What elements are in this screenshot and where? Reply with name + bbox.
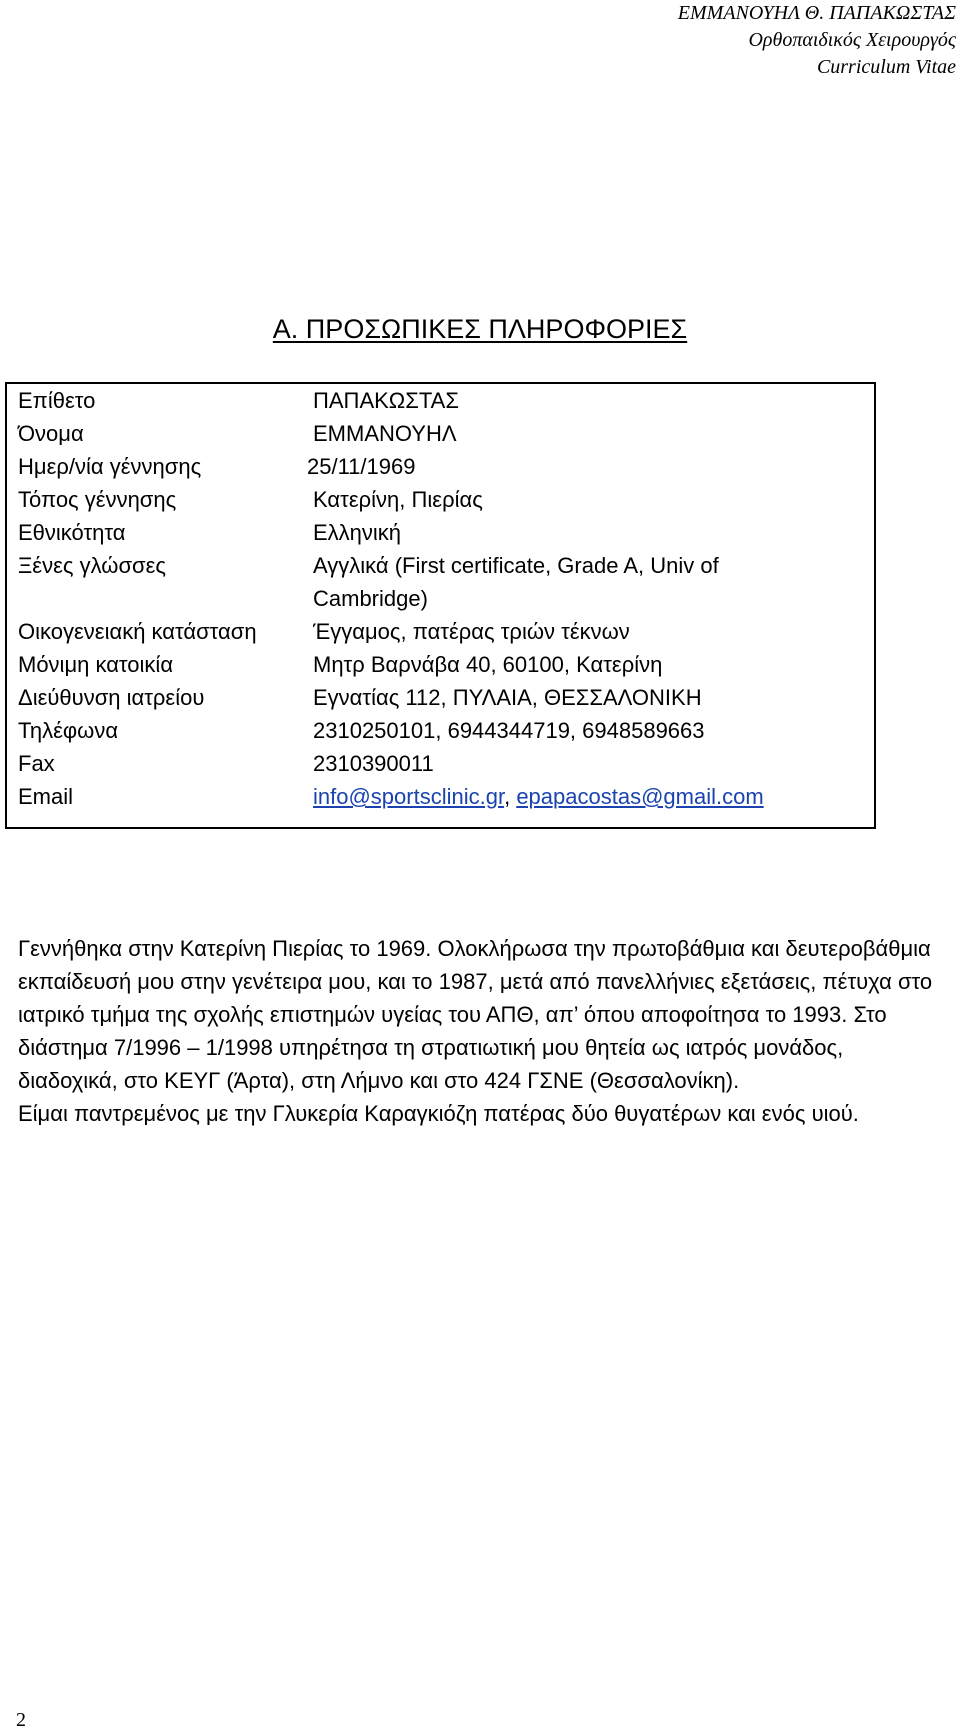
languages-value-line1: Αγγλικά (First certificate, Grade A, Univ of xyxy=(313,553,719,578)
surname-label: Επίθετο xyxy=(18,388,96,413)
biography xyxy=(18,932,938,1130)
header-profession: Ορθοπαιδικός Χειρουργός xyxy=(748,29,956,51)
page-number: 2 xyxy=(16,1709,26,1731)
phones-label: Τηλέφωνα xyxy=(18,718,119,743)
pob-label: Τόπος γέννησης xyxy=(18,487,177,512)
pob-value: Κατερίνη, Πιερίας xyxy=(313,487,483,512)
section-title-text: Α. ΠΡΟΣΩΠΙΚΕΣ ΠΛΗΡΟΦΟΡΙΕΣ xyxy=(272,314,688,344)
marital-value: Έγγαμος, πατέρας τριών τέκνων xyxy=(313,619,630,644)
fax-value: 2310390011 xyxy=(313,751,434,776)
fax-label: Fax xyxy=(18,751,55,776)
nationality-label: Εθνικότητα xyxy=(18,520,126,545)
languages-value-line2: Cambridge) xyxy=(313,586,428,611)
bio-paragraph-1: Γεννήθηκα στην Κατερίνη Πιερίας το 1969. Ολοκλήρωσα την πρωτοβάθμια και δευτεροβάθμια εκπαίδευσή μου στην γενέτειρα μου, και το 1987, μετά από πανελλήνιες εξετάσεις, πέτυχα στο ιατρικό τμήμα της σχολής επιστημών υγείας του ΑΠΘ, απ’ όπου αποφοίτησα το 1993. Στο διάστημα 7/1996 – 1/1998 υπηρέτησα τη στρατιωτική μου θητεία ως ιατρός μονάδος, διαδοχικά, στο ΚΕΥΓ (Άρτα), στη Λήμνο και στο 424 ΓΣΝΕ (Θεσσαλονίκη). xyxy=(18,936,933,1093)
name-value: ΕΜΜΑΝΟΥΗΛ xyxy=(313,421,457,446)
clinic-label: Διεύθυνση ιατρείου xyxy=(18,685,205,710)
nationality-value: Ελληνική xyxy=(313,520,402,545)
email-values xyxy=(313,780,764,813)
residence-label: Μόνιμη κατοικία xyxy=(18,652,174,677)
languages-label: Ξένες γλώσσες xyxy=(18,553,167,578)
bio-paragraph-2: Είμαι παντρεμένος με την Γλυκερία Καραγκιόζη πατέρας δύο θυγατέρων και ενός υιού. xyxy=(18,1101,859,1126)
residence-value: Μητρ Βαρνάβα 40, 60100, Κατερίνη xyxy=(313,652,663,677)
clinic-value: Εγνατίας 112, ΠΥΛΑΙΑ, ΘΕΣΣΑΛΟΝΙΚΗ xyxy=(313,685,702,710)
header-name: ΕΜΜΑΝΟΥΗΛ Θ. ΠΑΠΑΚΩΣΤΑΣ xyxy=(677,2,956,24)
dob-value: 25/11/1969 xyxy=(307,454,416,479)
email-link-clinic[interactable]: info@sportsclinic.gr xyxy=(313,784,505,809)
dob-label: Ημερ/νία γέννησης xyxy=(18,454,202,479)
personal-info-box xyxy=(5,382,876,829)
email-separator: , xyxy=(504,784,517,809)
section-title xyxy=(0,312,960,346)
email-label: Email xyxy=(18,784,74,809)
email-link-personal[interactable]: epapacostas@gmail.com xyxy=(516,784,764,809)
phones-value: 2310250101, 6944344719, 6948589663 xyxy=(313,718,705,743)
name-label: Όνομα xyxy=(18,421,84,446)
header-document-type: Curriculum Vitae xyxy=(816,56,956,78)
page-header xyxy=(678,0,956,81)
surname-value: ΠΑΠΑΚΩΣΤΑΣ xyxy=(313,388,459,413)
marital-label: Οικογενειακή κατάσταση xyxy=(18,619,257,644)
